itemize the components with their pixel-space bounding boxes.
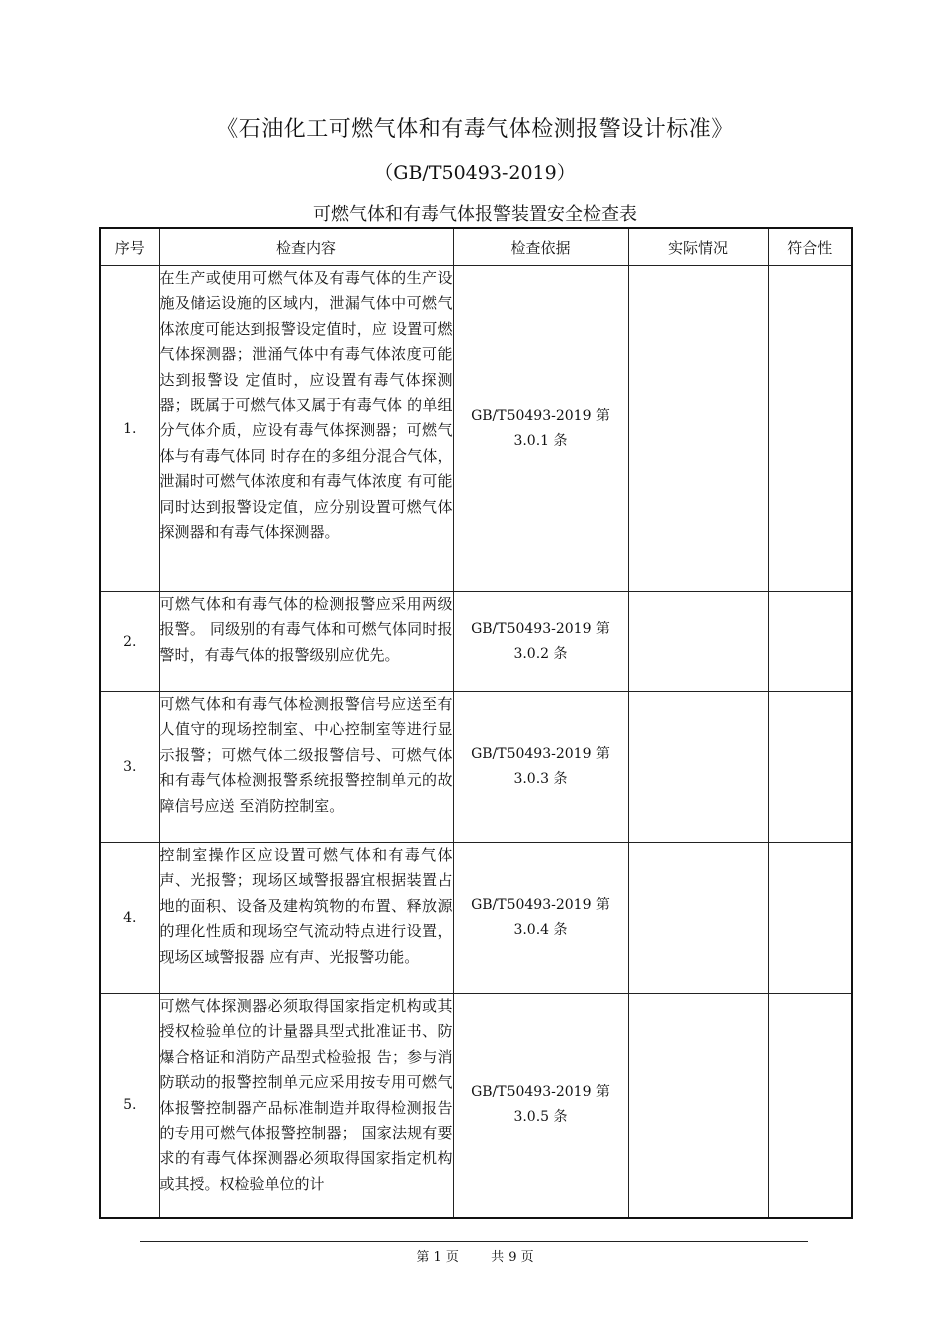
row-actual <box>628 994 768 1218</box>
page-footer <box>0 1246 950 1265</box>
row-seq: 3. <box>100 692 159 843</box>
basis-standard: GB/T50493-2019 第 <box>471 746 610 762</box>
row-seq: 4. <box>100 843 159 994</box>
table-row <box>100 843 852 994</box>
checklist-table <box>99 227 853 1219</box>
row-content: 可燃气体探测器必须取得国家指定机构或其授权检验单位的计量器具型式批准证书、防爆合格证和消防产品型式检验报 告；参与消防联动的报警控制单元应采用按专用可燃气体报警控制器产品标准制造并取得检测报告的专用可燃气体报警控制器； 国家法规有要求的有毒气体探测器必须取得国家指定机构或其授。权检验单位的计 <box>159 994 453 1218</box>
row-conformity <box>768 266 852 592</box>
row-conformity <box>768 994 852 1218</box>
basis-clause: 3.0.1 条 <box>513 432 568 449</box>
row-actual <box>628 692 768 843</box>
basis-clause: 3.0.4 条 <box>513 922 568 938</box>
row-basis <box>453 994 628 1218</box>
table-row <box>100 266 852 592</box>
row-conformity <box>768 692 852 843</box>
table-row <box>100 692 852 843</box>
footer-divider <box>140 1241 808 1242</box>
table-title: 可燃气体和有毒气体报警装置安全检查表 <box>313 204 637 225</box>
basis-standard: GB/T50493-2019 第 <box>471 407 610 424</box>
table-header-row <box>100 228 852 266</box>
basis-clause: 3.0.5 条 <box>513 1109 568 1126</box>
basis-clause: 3.0.2 条 <box>513 645 568 662</box>
header-content: 检查内容 <box>159 228 453 266</box>
page-number: 第 1 页 <box>416 1250 459 1265</box>
row-content: 控制室操作区应设置可燃气体和有毒气体声、光报警；现场区域警报器宜根据装置占地的面积、设备及建构筑物的布置、释放源的理化性质和现场空气流动特点进行设置，现场区域警报器 应有声、光报警功能。 <box>159 843 453 994</box>
row-conformity <box>768 592 852 692</box>
document-title: 《石油化工可燃气体和有毒气体检测报警设计标准》 <box>216 117 734 142</box>
row-content: 可燃气体和有毒气体检测报警信号应送至有人值守的现场控制室、中心控制室等进行显示报警；可燃气体二级报警信号、可燃气体和有毒气体检测报警系统报警控制单元的故障信号应送 至消防控制室。 <box>159 692 453 843</box>
row-content: 在生产或使用可燃气体及有毒气体的生产设施及储运设施的区域内，泄漏气体中可燃气体浓度可能达到报警设定值时，应 设置可燃气体探测器；泄涌气体中有毒气体浓度可能达到报警设 定值时，应设置有毒气体探测器；既属于可燃气体又属于有毒气体 的单组分气体介质，应设有毒气体探测器；可燃气体与有毒气体同 时存在的多组分混合气体，泄漏时可燃气体浓度和有毒气体浓度 有可能同时达到报警设定值，应分别设置可燃气体探测器和有毒气体探测器。 <box>159 266 453 592</box>
row-seq: 5. <box>100 994 159 1218</box>
row-conformity <box>768 843 852 994</box>
row-seq: 1. <box>100 266 159 592</box>
standard-code: （GB/T50493-2019） <box>374 162 576 184</box>
basis-standard: GB/T50493-2019 第 <box>471 897 610 913</box>
header-basis: 检查依据 <box>453 228 628 266</box>
header-conformity: 符合性 <box>768 228 852 266</box>
basis-standard: GB/T50493-2019 第 <box>471 620 610 637</box>
row-seq: 2. <box>100 592 159 692</box>
header-seq: 序号 <box>100 228 159 266</box>
table-row <box>100 994 852 1218</box>
row-basis <box>453 843 628 994</box>
page-total: 共 9 页 <box>491 1250 534 1265</box>
basis-clause: 3.0.3 条 <box>513 771 568 787</box>
row-basis <box>453 266 628 592</box>
row-basis <box>453 592 628 692</box>
row-content: 可燃气体和有毒气体的检测报警应采用两级报警。 同级别的有毒气体和可燃气体同时报警时，有毒气体的报警级别应优先。 <box>159 592 453 692</box>
row-basis <box>453 692 628 843</box>
row-actual <box>628 266 768 592</box>
table-row <box>100 592 852 692</box>
row-actual <box>628 843 768 994</box>
header-actual: 实际情况 <box>628 228 768 266</box>
basis-standard: GB/T50493-2019 第 <box>471 1084 610 1101</box>
row-actual <box>628 592 768 692</box>
